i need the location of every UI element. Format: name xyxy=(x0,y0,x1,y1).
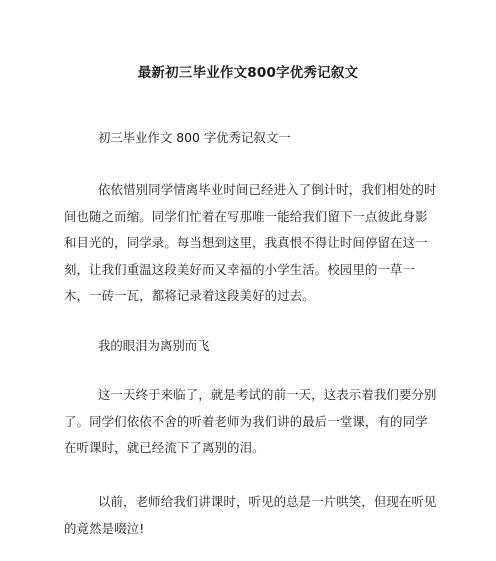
paragraph-2: 这一天终于来临了，就是考试的前一天，这表示着我们要分别了。同学们依依不舍的听着老师为我们讲的最后一堂课，有的同学在听课时，就已经流下了离别的泪。 xyxy=(64,387,437,455)
document-title: 最新初三毕业作文800字优秀记叙文 xyxy=(137,65,359,81)
section-heading: 初三毕业作文 800 字优秀记叙文一 xyxy=(98,130,291,145)
paragraph-3: 以前，老师给我们讲课时，听见的总是一片哄笑，但现在听见的竟然是啜泣! xyxy=(64,494,437,536)
paragraph-1: 依依惜别同学情离毕业时间已经进入了倒计时，我们相处的时间也随之而缩。同学们忙着在写那唯一能给我们留下一点彼此身影和目光的，同学录。每当想到这里，我真恨不得让时间停留在这一刻，让我们重温这段美好而又幸福的小学生活。校园里的一草一木，一砖一瓦，都将记录着这段美好的过去。 xyxy=(64,182,437,303)
subheading: 我的眼泪为离别而飞 xyxy=(98,338,210,353)
